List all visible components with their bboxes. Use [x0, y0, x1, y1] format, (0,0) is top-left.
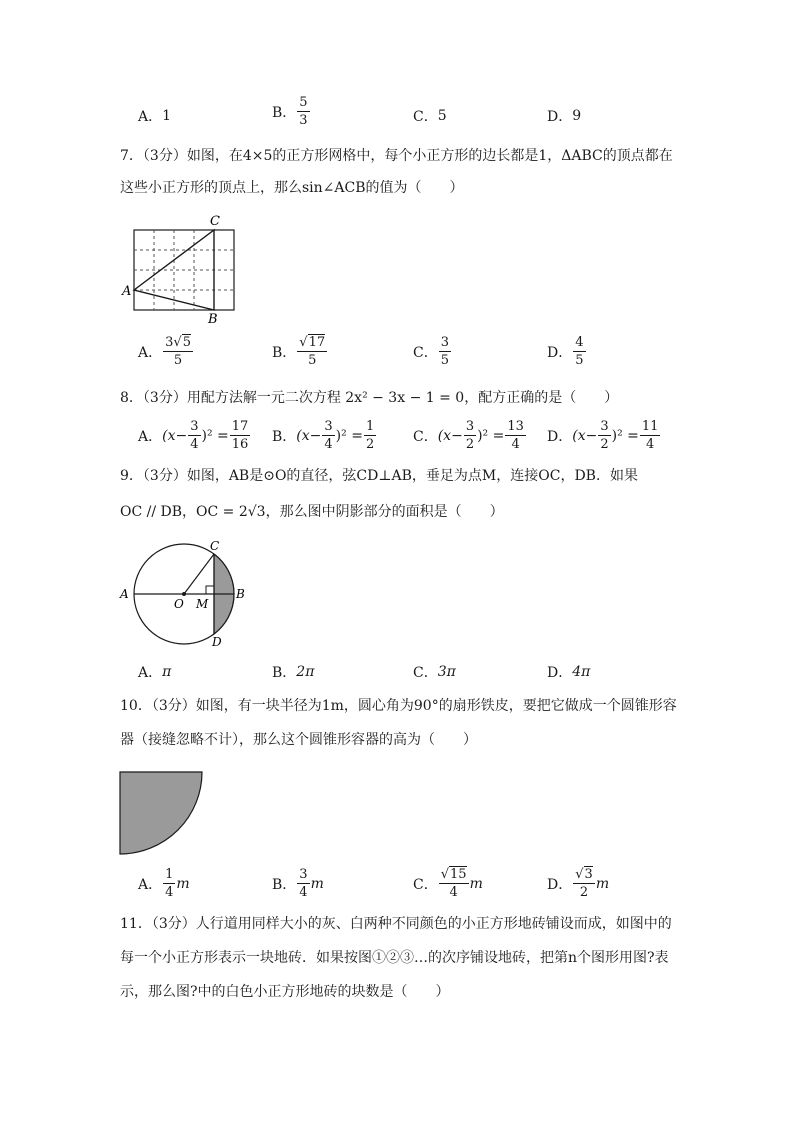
- label-a: A: [122, 284, 132, 299]
- q9-option-c[interactable]: C． 3π: [413, 664, 456, 681]
- fraction: $\frac{3}{2}$: [600, 419, 609, 452]
- label-c: C: [210, 539, 220, 553]
- label-b: B: [236, 587, 245, 601]
- q8-option-c[interactable]: C． (x− $\frac{3}{2}$ )² = $\frac{13}{4}$: [413, 419, 524, 452]
- q6-option-b[interactable]: B． $\frac{5}{3}$: [272, 95, 308, 128]
- fraction: $\frac{3}{4}$: [324, 419, 333, 452]
- fraction: $\frac{1}{4}$: [165, 867, 174, 900]
- fraction: $\frac{√15}{4}$: [440, 867, 467, 900]
- q9-option-b[interactable]: B． 2π: [272, 664, 315, 681]
- segment-oc: [184, 554, 214, 594]
- q9-circle-figure: [114, 536, 254, 652]
- q7-option-c[interactable]: C． $\frac{3}{5}$: [413, 335, 449, 368]
- q7-option-a[interactable]: A． $\frac{3√5}{5}$: [138, 335, 191, 368]
- q9-option-a[interactable]: A． π: [138, 664, 172, 681]
- q10-stem-line1: 10．（3分）如图，有一块半径为1m，圆心角为90°的扇形铁皮，要把它做成一个圆锥形容: [120, 698, 677, 714]
- q6-options: [0, 96, 794, 140]
- center-dot: [182, 592, 186, 596]
- q7-stem-line2: 这些小正方形的顶点上，那么sin∠ACB的值为（ ）: [120, 180, 464, 196]
- q6-option-d[interactable]: D． 9: [547, 108, 582, 125]
- grid-lines: [134, 230, 234, 310]
- fraction: $\frac{√17}{5}$: [299, 335, 326, 368]
- fraction: $\frac{3}{5}$: [440, 335, 449, 368]
- q9-stem-line2: OC // DB，OC = 2√3，那么图中阴影部分的面积是（ ）: [120, 504, 504, 520]
- fraction: $\frac{3}{4}$: [190, 419, 199, 452]
- q11-stem-line2: 每一个小正方形表示一块地砖．如果按图①②③…的次序铺设地砖，把第n个图形用图?表: [120, 950, 669, 966]
- q7-option-b[interactable]: B． $\frac{√17}{5}$: [272, 335, 326, 368]
- label-d: D: [212, 635, 222, 649]
- q8-options: [0, 420, 794, 464]
- q8-option-d[interactable]: D． (x− $\frac{3}{2}$ )² = $\frac{11}{4}$: [547, 419, 659, 452]
- sector-shape: [120, 772, 202, 854]
- fraction: $\frac{4}{5}$: [575, 335, 584, 368]
- q8-stem: 8．（3分）用配方法解一元二次方程 2x² − 3x − 1 = 0，配方正确的是（ ）: [120, 390, 619, 406]
- q7-option-d[interactable]: D． $\frac{4}{5}$: [547, 335, 584, 368]
- fraction: $\frac{11}{4}$: [641, 419, 659, 452]
- fraction: $\frac{17}{16}$: [231, 419, 249, 452]
- right-angle-mark: [206, 586, 214, 594]
- q8-option-a[interactable]: A． (x− $\frac{3}{4}$ )² = $\frac{17}{16}$: [138, 419, 249, 452]
- q10-option-d[interactable]: D． $\frac{√3}{2}$ m: [547, 867, 610, 900]
- q6-option-a[interactable]: A． 1: [138, 108, 172, 125]
- fraction: $\frac{13}{4}$: [507, 419, 524, 452]
- q7-grid-figure: [116, 212, 246, 327]
- q8-option-b[interactable]: B． (x− $\frac{3}{4}$ )² = $\frac{1}{2}$: [272, 419, 375, 452]
- q11-stem-line3: 示，那么图?中的白色小正方形地砖的块数是（ ）: [120, 984, 450, 1000]
- q10-sector-figure: [118, 770, 208, 856]
- q9-stem-line1: 9．（3分）如图，AB是⊙O的直径，弦CD⊥AB，垂足为点M，连接OC，DB．如果: [120, 468, 638, 484]
- label-c: C: [210, 214, 220, 229]
- q7-stem-line1: 7．（3分）如图，在4×5的正方形网格中，每个小正方形的边长都是1，ΔABC的顶点都在: [120, 148, 673, 164]
- label-m: M: [196, 597, 209, 611]
- q10-options: [0, 868, 794, 912]
- fraction: $\frac{5}{3}$: [299, 95, 308, 128]
- q9-option-d[interactable]: D． 4π: [547, 664, 591, 681]
- fraction: $\frac{3√5}{5}$: [165, 335, 191, 368]
- q10-option-a[interactable]: A． $\frac{1}{4}$ m: [138, 867, 190, 900]
- q6-option-c[interactable]: C． 5: [413, 108, 447, 125]
- q7-options: [0, 336, 794, 380]
- fraction: $\frac{√3}{2}$: [575, 867, 593, 900]
- q10-stem-line2: 器（接缝忽略不计），那么这个圆锥形容器的高为（ ）: [120, 732, 477, 748]
- fraction: $\frac{3}{4}$: [299, 867, 308, 900]
- fraction: $\frac{3}{2}$: [465, 419, 475, 452]
- q11-stem-line1: 11．（3分）人行道用同样大小的灰、白两种不同颜色的小正方形地砖铺设而成，如图中的: [120, 916, 672, 932]
- q10-option-b[interactable]: B． $\frac{3}{4}$ m: [272, 867, 324, 900]
- label-b: B: [208, 312, 218, 327]
- label-o: O: [174, 597, 184, 611]
- fraction: $\frac{1}{2}$: [365, 419, 375, 452]
- q10-option-c[interactable]: C． $\frac{√15}{4}$ m: [413, 867, 483, 900]
- label-a: A: [120, 587, 129, 601]
